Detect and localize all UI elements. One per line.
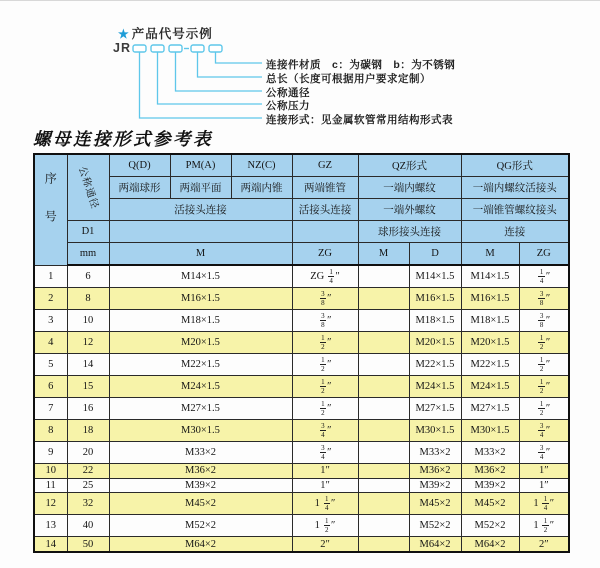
table-cell: M14×1.5	[409, 265, 461, 288]
table-header	[34, 154, 569, 265]
table-cell: 1″	[292, 464, 358, 479]
table-row	[34, 376, 569, 398]
table-cell: M30×1.5	[409, 420, 461, 442]
code-box-2	[151, 45, 164, 52]
table-cell: M36×2	[409, 464, 461, 479]
table-cell: M45×2	[109, 493, 292, 515]
header-col-qg: QG形式	[461, 154, 569, 177]
table-cell: 1″	[292, 478, 358, 493]
header-desc-qz: 一端内螺纹	[358, 177, 461, 199]
header-col-qz: QZ形式	[358, 154, 461, 177]
star-icon: ★	[118, 27, 130, 41]
table-cell: 1″	[519, 478, 569, 493]
diagram-heading	[118, 24, 213, 42]
table-cell: M20×1.5	[409, 332, 461, 354]
header-d1: D1	[67, 221, 109, 243]
table-cell	[358, 288, 409, 310]
table-cell: 10	[67, 310, 109, 332]
code-box-5	[209, 45, 222, 52]
label-nominal-pn: 公称压力	[266, 100, 310, 112]
table-row	[34, 442, 569, 464]
header-thread-zg: ZG	[292, 243, 358, 266]
connector-line-pn	[158, 52, 263, 104]
table-cell: 8	[34, 420, 67, 442]
table-cell: 2	[34, 288, 67, 310]
table-cell	[358, 493, 409, 515]
table-cell: 13	[34, 515, 67, 537]
table-cell	[358, 442, 409, 464]
table-cell: 1 $\frac{1}{4}$ ″	[292, 493, 358, 515]
table-cell: $\frac{1}{2}$ ″	[292, 398, 358, 420]
header-qz-m: M	[358, 243, 409, 266]
table-cell: M33×2	[409, 442, 461, 464]
table-cell	[358, 265, 409, 288]
table-cell: M20×1.5	[461, 332, 519, 354]
header-qg-zg: ZG	[519, 243, 569, 266]
table-cell	[358, 464, 409, 479]
label-nominal-dn: 公称通径	[266, 87, 310, 99]
table-cell: M27×1.5	[409, 398, 461, 420]
table-cell: M14×1.5	[461, 265, 519, 288]
header-desc-qd: 两端球形	[109, 177, 170, 199]
table-cell: M33×2	[109, 442, 292, 464]
table-cell: 1 $\frac{1}{4}$ ″	[519, 493, 569, 515]
table-cell	[358, 420, 409, 442]
table-cell	[358, 398, 409, 420]
header-ball-joint: 球形接头连接	[358, 221, 461, 243]
table-cell	[358, 332, 409, 354]
table-row	[34, 537, 569, 552]
table-cell: 2″	[519, 537, 569, 552]
table-cell: ZG $\frac{1}{4}$ ″	[292, 265, 358, 288]
table-cell: M24×1.5	[461, 376, 519, 398]
table-cell: 14	[34, 537, 67, 552]
header-seq: 序号	[34, 154, 67, 265]
diagram-heading-text: 产品代号示例	[131, 27, 213, 41]
table-row	[34, 265, 569, 288]
table-cell: 1	[34, 265, 67, 288]
table-cell: M30×1.5	[109, 420, 292, 442]
table-cell: M45×2	[409, 493, 461, 515]
table-body	[34, 265, 569, 552]
header-col-gz: GZ	[292, 154, 358, 177]
table-cell: 1″	[519, 464, 569, 479]
table-cell: M27×1.5	[109, 398, 292, 420]
header-desc-gz: 两端锥管	[292, 177, 358, 199]
header-thread-m: M	[109, 243, 292, 266]
table-cell: M18×1.5	[409, 310, 461, 332]
table-cell: $\frac{3}{8}$ ″	[292, 310, 358, 332]
table-cell: M22×1.5	[409, 354, 461, 376]
table-cell: M52×2	[409, 515, 461, 537]
table-cell: M27×1.5	[461, 398, 519, 420]
header-col-qd: Q(D)	[109, 154, 170, 177]
table-cell: M64×2	[461, 537, 519, 552]
table-cell: $\frac{1}{2}$ ″	[292, 376, 358, 398]
table-row	[34, 493, 569, 515]
table-cell: 32	[67, 493, 109, 515]
table-cell: M39×2	[109, 478, 292, 493]
table-row	[34, 478, 569, 493]
header-dn: 公称通径	[67, 154, 109, 221]
table-cell	[358, 478, 409, 493]
table-cell: 7	[34, 398, 67, 420]
table-cell: $\frac{3}{8}$ ″	[519, 288, 569, 310]
table-cell: 25	[67, 478, 109, 493]
table-cell: 20	[67, 442, 109, 464]
header-empty-left	[109, 221, 292, 243]
table-cell: $\frac{3}{4}$ ″	[292, 420, 358, 442]
table-cell: 50	[67, 537, 109, 552]
table-row	[34, 398, 569, 420]
table-cell: $\frac{1}{2}$ ″	[519, 332, 569, 354]
table-row	[34, 464, 569, 479]
table-cell: 6	[34, 376, 67, 398]
header-mm: mm	[67, 243, 109, 266]
header-conn-gz: 活接头连接	[292, 199, 358, 221]
header-desc-qg: 一端内螺纹活接头	[461, 177, 569, 199]
table-cell: $\frac{3}{4}$ ″	[292, 442, 358, 464]
table-cell: 11	[34, 478, 67, 493]
table-cell: M16×1.5	[109, 288, 292, 310]
table-cell: 40	[67, 515, 109, 537]
table-cell: $\frac{3}{4}$ ″	[519, 420, 569, 442]
table-cell: M36×2	[461, 464, 519, 479]
label-connection-form: 连接形式：见金属软管常用结构形式表	[266, 114, 453, 126]
table-cell: $\frac{1}{2}$ ″	[519, 398, 569, 420]
table-cell: M14×1.5	[109, 265, 292, 288]
table-cell: M64×2	[409, 537, 461, 552]
table-cell: 1 $\frac{1}{2}$ ″	[292, 515, 358, 537]
label-material: 连接件材质 c：为碳钢 b：为不锈钢	[266, 59, 456, 71]
table-cell: $\frac{3}{8}$ ″	[292, 288, 358, 310]
code-prefix: JR	[113, 41, 131, 55]
table-cell: M24×1.5	[109, 376, 292, 398]
table-cell: 5	[34, 354, 67, 376]
connector-line-form	[140, 52, 263, 118]
table-cell	[358, 310, 409, 332]
table-cell	[358, 537, 409, 552]
table-cell: 2″	[292, 537, 358, 552]
table-cell: M24×1.5	[409, 376, 461, 398]
table-cell: 9	[34, 442, 67, 464]
table-cell: 22	[67, 464, 109, 479]
table-cell: M30×1.5	[461, 420, 519, 442]
connector-line-dn	[176, 52, 263, 91]
table-cell: M45×2	[461, 493, 519, 515]
table-cell: 6	[67, 265, 109, 288]
header-col-nzc: NZ(C)	[231, 154, 292, 177]
table-cell: 18	[67, 420, 109, 442]
table-cell: $\frac{1}{4}$ ″	[519, 265, 569, 288]
table-cell: 8	[67, 288, 109, 310]
table-cell: 3	[34, 310, 67, 332]
table-cell: $\frac{1}{2}$ ″	[292, 354, 358, 376]
header-desc-pma: 两端平面	[170, 177, 231, 199]
table-row	[34, 332, 569, 354]
table-cell: M52×2	[461, 515, 519, 537]
table-cell: M22×1.5	[109, 354, 292, 376]
table-cell	[358, 376, 409, 398]
table-cell: M64×2	[109, 537, 292, 552]
table-cell: M33×2	[461, 442, 519, 464]
table-cell: 4	[34, 332, 67, 354]
table-cell: 14	[67, 354, 109, 376]
code-box-1	[133, 45, 146, 52]
table-cell: M22×1.5	[461, 354, 519, 376]
table-cell: 16	[67, 398, 109, 420]
header-col-pma: PM(A)	[170, 154, 231, 177]
table-cell: M16×1.5	[409, 288, 461, 310]
table-row	[34, 288, 569, 310]
table-cell: M18×1.5	[109, 310, 292, 332]
table-row	[34, 515, 569, 537]
table-cell: $\frac{1}{2}$ ″	[519, 354, 569, 376]
header-conn-left: 活接头连接	[109, 199, 292, 221]
table-cell: 15	[67, 376, 109, 398]
code-box-3	[169, 45, 182, 52]
label-total-length: 总长（长度可根据用户要求定制）	[266, 73, 431, 85]
table-cell: 10	[34, 464, 67, 479]
table-cell: $\frac{3}{4}$ ″	[519, 442, 569, 464]
table-cell: M39×2	[461, 478, 519, 493]
table-cell: $\frac{1}{2}$ ″	[519, 376, 569, 398]
table-cell	[358, 515, 409, 537]
header-conn-qg: 一端锥管螺纹接头	[461, 199, 569, 221]
table-cell: 12	[34, 493, 67, 515]
header-qz-d: D	[409, 243, 461, 266]
table-cell: 1 $\frac{1}{2}$ ″	[519, 515, 569, 537]
header-conn-qz: 一端外螺纹	[358, 199, 461, 221]
table-row	[34, 310, 569, 332]
header-connect: 连接	[461, 221, 569, 243]
code-box-4	[191, 45, 204, 52]
nut-connection-table	[33, 153, 570, 553]
page-title: 螺母连接形式参考表	[33, 130, 213, 150]
table-cell: $\frac{1}{2}$ ″	[292, 332, 358, 354]
table-cell: M36×2	[109, 464, 292, 479]
header-empty-gz	[292, 221, 358, 243]
header-qg-m: M	[461, 243, 519, 266]
table-cell: M16×1.5	[461, 288, 519, 310]
table-cell: M52×2	[109, 515, 292, 537]
table-cell: M39×2	[409, 478, 461, 493]
table-cell: M18×1.5	[461, 310, 519, 332]
table-row	[34, 420, 569, 442]
connector-line-length	[198, 52, 263, 77]
table-cell: M20×1.5	[109, 332, 292, 354]
table-row	[34, 354, 569, 376]
connector-line-material	[216, 52, 263, 63]
table-cell	[358, 354, 409, 376]
table-cell: 12	[67, 332, 109, 354]
header-desc-nzc: 两端内锥	[231, 177, 292, 199]
table-cell: $\frac{3}{8}$ ″	[519, 310, 569, 332]
